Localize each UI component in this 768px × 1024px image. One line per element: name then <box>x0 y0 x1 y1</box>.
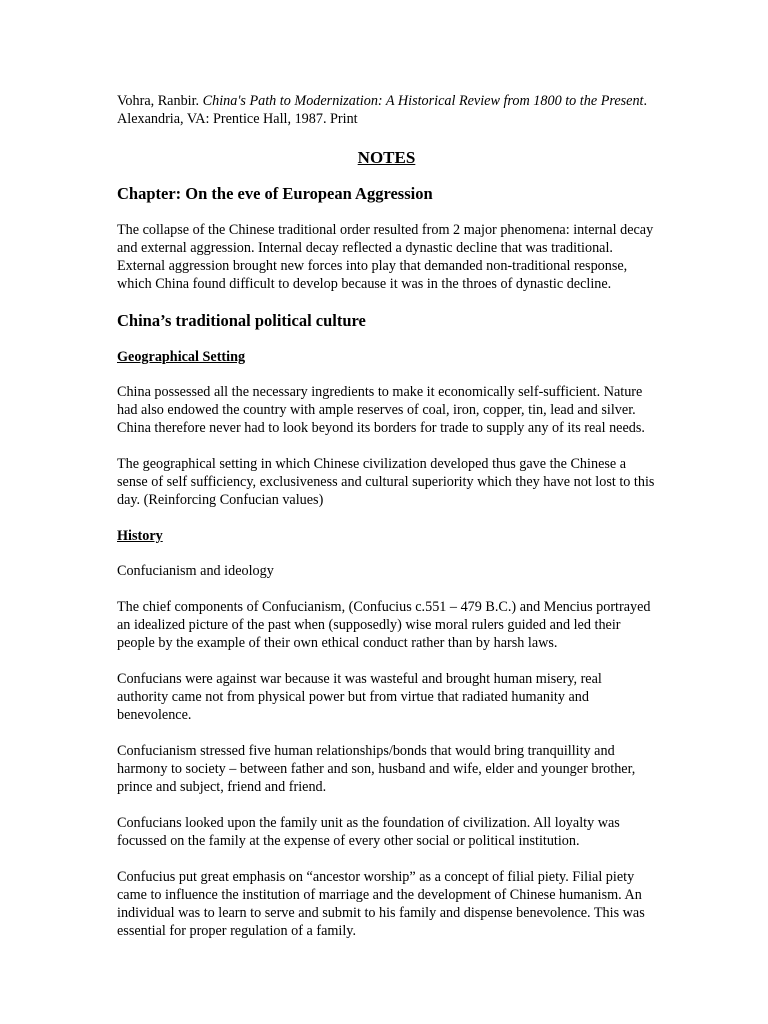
citation-publication: . Alexandria, VA: Prentice Hall, 1987. Print <box>117 93 648 127</box>
citation-author: Vohra, Ranbir. <box>117 93 203 109</box>
geo-paragraph: China possessed all the necessary ingredients to make it economically self-sufficient. Nature had also endowed the country with ample reserves of coal, iron, copper, tin, lead and silver. China therefore never had to look beyond its borders for trade to supply any of its real needs. <box>117 384 645 436</box>
citation <box>117 92 656 128</box>
history-paragraph: Confucianism stressed five human relationships/bonds that would bring tranquillity and harmony to society – between father and son, husband and wife, elder and younger brother, prince and subject, friend and friend. <box>117 743 636 795</box>
history-paragraph: Confucians looked upon the family unit as the foundation of civilization. All loyalty was focussed on the family at the expense of every other social or political institution. <box>117 815 620 849</box>
chapter-heading: Chapter: On the eve of European Aggression <box>117 184 433 203</box>
culture-heading: China’s traditional political culture <box>117 311 366 330</box>
chapter-paragraph: The collapse of the Chinese traditional order resulted from 2 major phenomena: internal decay and external aggression. Internal decay reflected a dynastic decline that was traditional. External aggression brought new forces into play that demanded non-traditional response, which China found difficult to develop because it was in the throes of dynastic decline. <box>117 222 654 292</box>
history-paragraph: Confucius put great emphasis on “ancestor worship” as a concept of filial piety. Filial piety came to influence the institution of marriage and the development of Chinese humanism. An individual was to learn to serve and submit to his family and dispense benevolence. This was essential for proper regulation of a family. <box>117 869 645 939</box>
history-heading: History <box>117 528 163 544</box>
citation-title: China's Path to Modernization: A Historical Review from 1800 to the Present <box>202 93 644 109</box>
history-paragraph: The chief components of Confucianism, (Confucius c.551 – 479 B.C.) and Mencius portrayed an idealized picture of the past when (supposedly) wise moral rulers guided and led their people by the example of their own ethical conduct rather than by harsh laws. <box>117 599 651 651</box>
history-subheading: Confucianism and ideology <box>117 563 274 579</box>
geo-paragraph: The geographical setting in which Chinese civilization developed thus gave the Chinese a sense of self sufficiency, exclusiveness and cultural superiority which they have not lost to this day. (Reinforcing Confucian values) <box>117 456 655 508</box>
notes-title: NOTES <box>357 148 416 167</box>
history-paragraph: Confucians were against war because it was wasteful and brought human misery, real authority came not from physical power but from virtue that radiated humanity and benevolence. <box>117 671 602 723</box>
geographical-setting-heading: Geographical Setting <box>117 349 246 365</box>
